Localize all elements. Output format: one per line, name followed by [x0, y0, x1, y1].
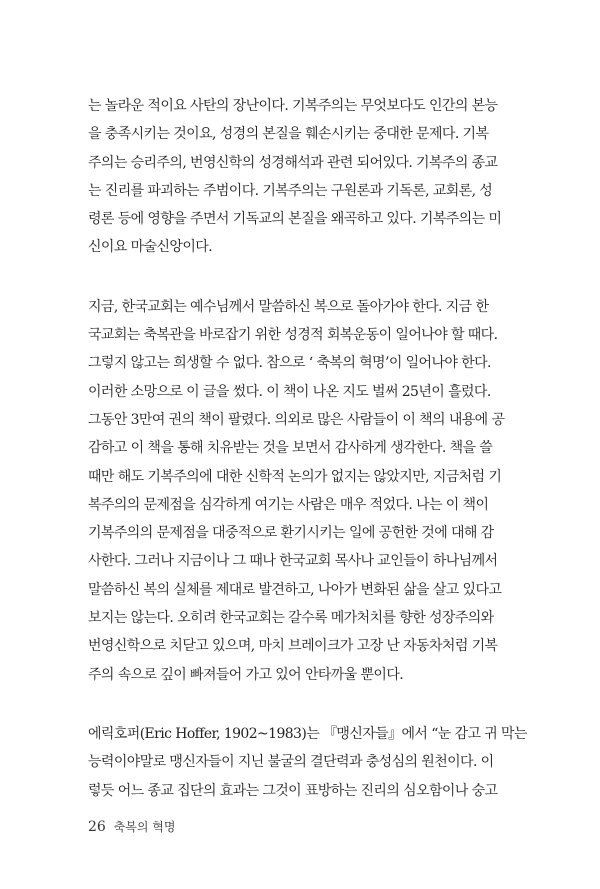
- text-line: 신이요 마술신앙이다.: [88, 239, 213, 256]
- text-line: 을 충족시키는 것이요, 성경의 본질을 훼손시키는 중대한 문제다. 기복: [88, 126, 489, 143]
- text-line: 는 놀라운 적이요 사탄의 장난이다. 기복주의는 무엇보다도 인간의 본능: [88, 98, 498, 114]
- text-line: 주의는 승리주의, 번영신학의 성경해석과 관련 되어있다. 기복주의 종교: [88, 154, 498, 171]
- paragraph: [88, 720, 527, 805]
- text-line: 는 진리를 파괴하는 주범이다. 기복주의는 구원론과 기독론, 교회론, 성: [88, 182, 493, 199]
- text-line: 보지는 않는다. 오히려 한국교회는 갈수록 메가처치를 향한 성장주의와: [88, 610, 494, 627]
- paragraph: [88, 92, 512, 262]
- text-line: 번영신학으로 치닫고 있으며, 마치 브레이크가 고장 난 자동차처럼 기복: [88, 638, 498, 655]
- text-line: 복주의의 문제점을 심각하게 여기는 사람은 매우 적었다. 나는 이 책이: [88, 496, 489, 513]
- page-number: 26: [88, 819, 106, 835]
- text-line: 사한다. 그러나 지금이나 그 때나 한국교회 목사나 교인들이 하나님께서: [88, 553, 498, 570]
- text-line: 그동안 3만여 권의 책이 팔렸다. 의외로 많은 사람들이 이 책의 내용에 공: [88, 411, 505, 428]
- text-line: 이러한 소망으로 이 글을 썼다. 이 책이 나온 지도 벌써 25년이 흘렀다.: [88, 383, 491, 400]
- paragraph-gap: [88, 689, 512, 720]
- text-line: 렇듯 어느 종교 집단의 효과는 그것이 표방하는 진리의 심오함이나 숭고: [88, 782, 498, 799]
- text-line: 령론 등에 영향을 주면서 기독교의 본질을 왜곡하고 있다. 기복주의는 미: [88, 211, 502, 228]
- page-footer: [88, 818, 175, 835]
- text-line: 주의 속으로 깊이 빠져들어 가고 있어 안타까울 뿐이다.: [88, 666, 404, 683]
- text-line: 감하고 이 책을 통해 치유받는 것을 보면서 감사하게 생각한다. 책을 쓸: [88, 440, 493, 457]
- text-line: 국교회는 축복관을 바로잡기 위한 성경적 회복운동이 일어나야 할 때다.: [88, 327, 498, 344]
- text-line: 말씀하신 복의 실체를 제대로 발견하고, 나아가 변화된 삶을 살고 있다고: [88, 581, 502, 598]
- text-line: 능력이야말로 맹신자들이 지닌 불굴의 결단력과 충성심의 원천이다. 이: [88, 754, 494, 771]
- running-title: 축복의 혁명: [113, 820, 176, 834]
- paragraph-gap: [88, 262, 512, 293]
- text-line: 지금, 한국교회는 예수님께서 말씀하신 복으로 돌아가야 한다. 지금 한: [88, 298, 489, 315]
- text-line: 에릭호퍼(Eric Hoffer, 1902~1983)는 『맹신자들』에서 “눈 감고 귀 막는: [88, 725, 527, 742]
- text-line: 기복주의의 문제점을 대중적으로 환기시키는 일에 공헌한 것에 대해 감: [88, 525, 494, 542]
- paragraph: [88, 293, 512, 689]
- text-line: 때만 해도 기복주의에 대한 신학적 논의가 없지는 않았지만, 지금처럼 기: [88, 468, 502, 485]
- body-text: [88, 92, 527, 805]
- text-line: 그렇지 않고는 희생할 수 없다. 참으로 ‘ 축복의 혁명’이 일어나야 한다.: [88, 355, 491, 372]
